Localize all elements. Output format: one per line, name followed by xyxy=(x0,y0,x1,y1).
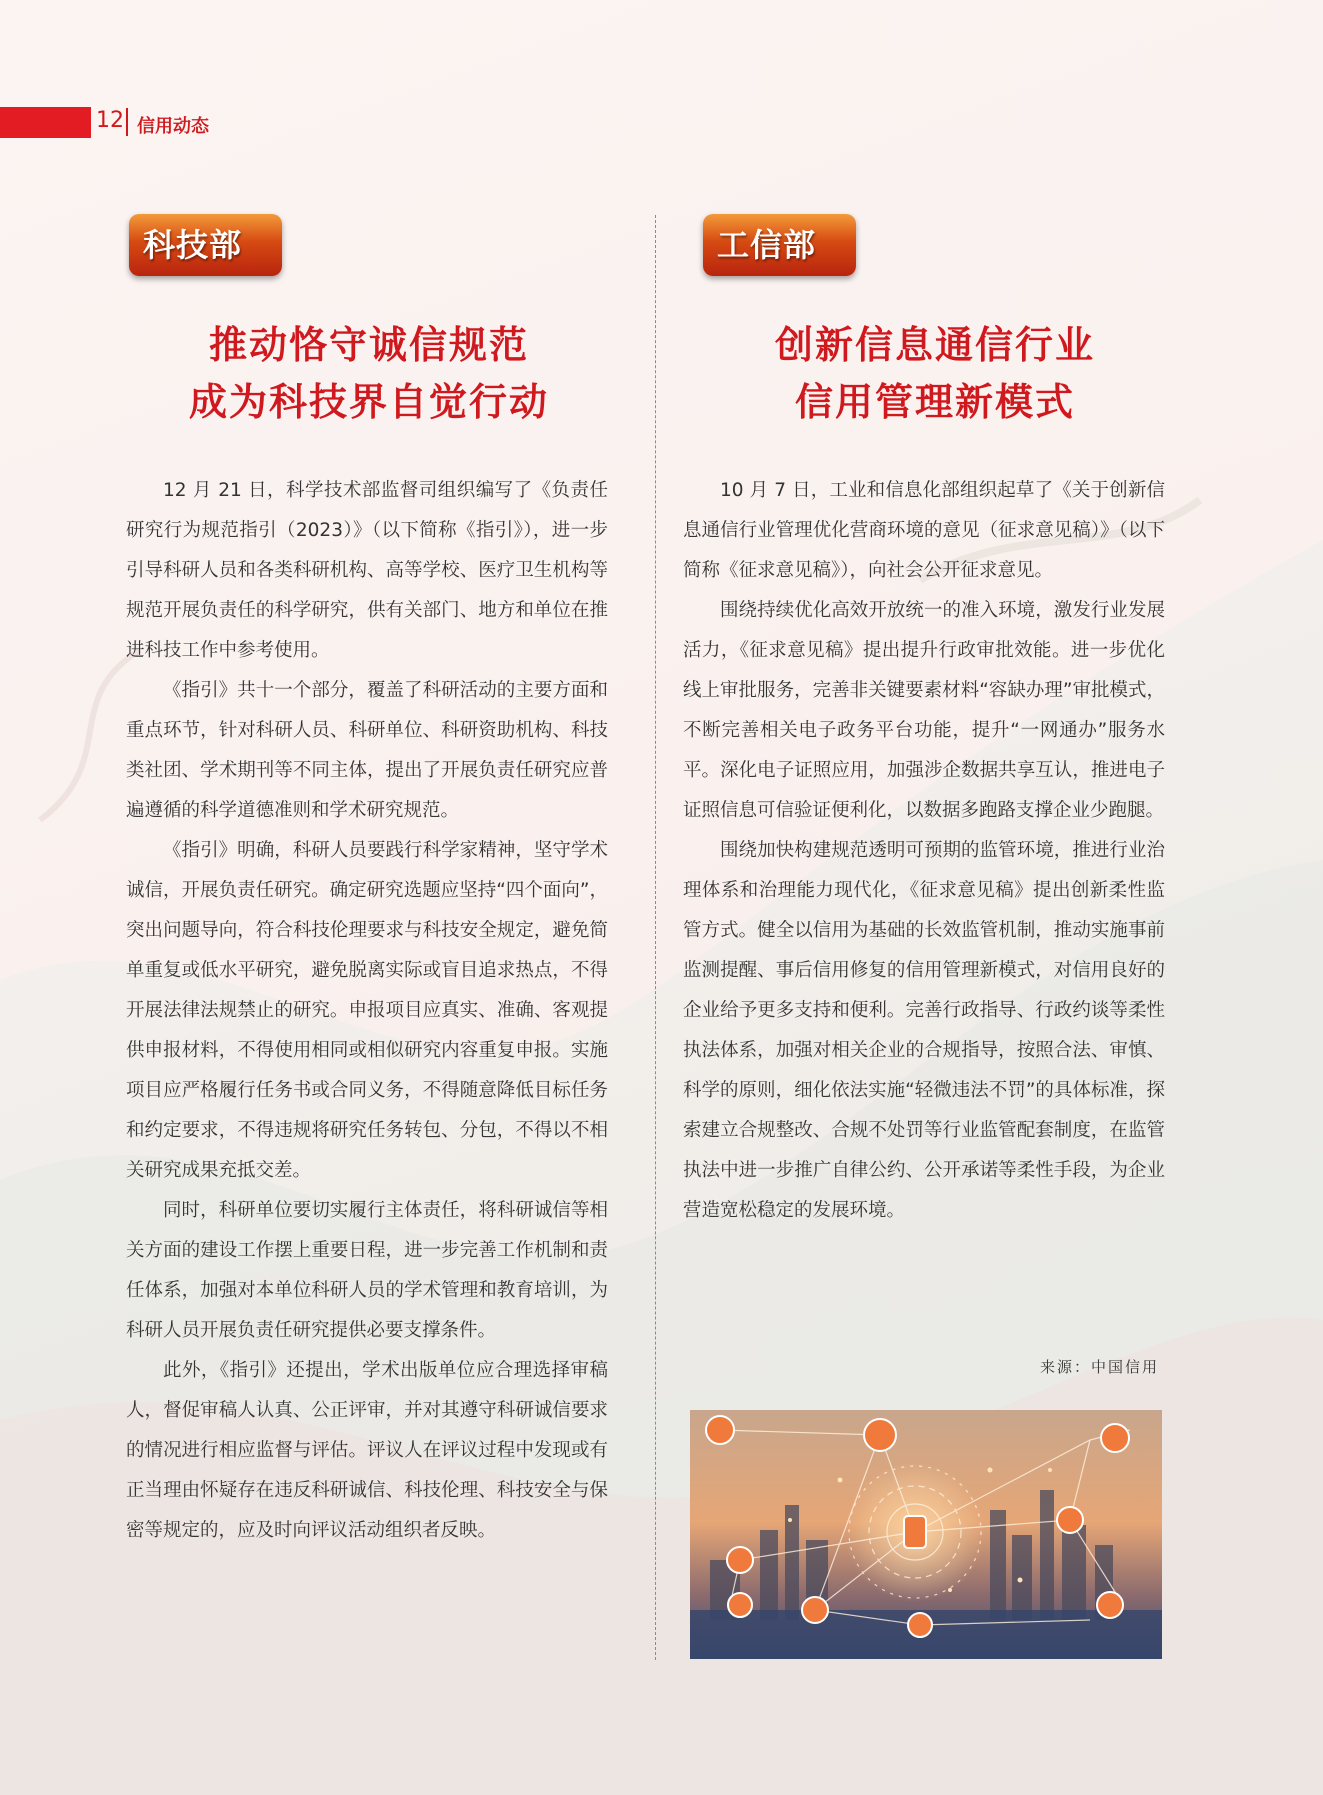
article-title-left xyxy=(124,316,614,430)
article-title-right xyxy=(690,316,1180,430)
source-credit: 来源：中国信用 xyxy=(1040,1358,1160,1376)
title-line: 信用管理新模式 xyxy=(794,379,1075,424)
title-line: 成为科技界自觉行动 xyxy=(188,379,549,424)
title-line: 推动恪守诚信规范 xyxy=(208,322,529,367)
paragraph: 同时，科研单位要切实履行主体责任，将科研诚信等相关方面的建设工作摆上重要日程，进一步完善工作机制和责任体系，加强对本单位科研人员的学术管理和教育培训，为科研人员开展负责任研究提供必要支撑条件。 xyxy=(126,1200,608,1341)
title-line: 创新信息通信行业 xyxy=(774,322,1095,367)
column-divider xyxy=(655,215,656,1660)
section-name: 信用动态 xyxy=(137,116,209,137)
paragraph: 10 月 7 日，工业和信息化部组织起草了《关于创新信息通信行业管理优化营商环境的意见（征求意见稿）》（以下简称《征求意见稿》），向社会公开征求意见。 xyxy=(683,480,1165,581)
paragraph: 围绕持续优化高效开放统一的准入环境，激发行业发展活力，《征求意见稿》提出提升行政审批效能。进一步优化线上审批服务，完善非关键要素材料“容缺办理”审批模式，不断完善相关电子政务平台功能，提升“一网通办”服务水平。深化电子证照应用，加强涉企数据共享互认，推进电子证照信息可信验证便利化，以数据多跑路支撑企业少跑腿。 xyxy=(683,600,1165,821)
paragraph: 《指引》共十一个部分，覆盖了科研活动的主要方面和重点环节，针对科研人员、科研单位、科研资助机构、科技类社团、学术期刊等不同主体，提出了开展负责任研究应普遍遵循的科学道德准则和学术研究规范。 xyxy=(126,680,608,821)
paragraph: 12 月 21 日，科学技术部监督司组织编写了《负责任研究行为规范指引（2023）》（以下简称《指引》），进一步引导科研人员和各类科研机构、高等学校、医疗卫生机构等规范开展负责任的科学研究，供有关部门、地方和单位在推进科技工作中参考使用。 xyxy=(126,480,608,661)
page-number: 12 xyxy=(96,108,124,133)
header-accent-bar xyxy=(0,107,91,138)
smart-city-photo xyxy=(690,1410,1162,1659)
paragraph: 《指引》明确，科研人员要践行科学家精神，坚守学术诚信，开展负责任研究。确定研究选题应坚持“四个面向”，突出问题导向，符合科技伦理要求与科技安全规定，避免简单重复或低水平研究，避免脱离实际或盲目追求热点，不得开展法律法规禁止的研究。申报项目应真实、准确、客观提供申报材料，不得使用相同或相似研究内容重复申报。实施项目应严格履行任务书或合同义务，不得随意降低目标任务和约定要求，不得违规将研究任务转包、分包，不得以不相关研究成果充抵交差。 xyxy=(126,840,608,1181)
department-badge-left: 科技部 xyxy=(129,214,282,276)
paragraph: 围绕加快构建规范透明可预期的监管环境，推进行业治理体系和治理能力现代化，《征求意见稿》提出创新柔性监管方式。健全以信用为基础的长效监管机制，推动实施事前监测提醒、事后信用修复的信用管理新模式，对信用良好的企业给予更多支持和便利。完善行政指导、行政约谈等柔性执法体系，加强对相关企业的合规指导，按照合法、审慎、科学的原则，细化依法实施“轻微违法不罚”的具体标准，探索建立合规整改、合规不处罚等行业监管配套制度，在监管执法中进一步推广自律公约、公开承诺等柔性手段，为企业营造宽松稳定的发展环境。 xyxy=(683,840,1165,1221)
header-separator xyxy=(126,108,128,136)
article-body-right xyxy=(683,471,1165,1231)
article-body-left xyxy=(126,471,608,1551)
department-badge-right: 工信部 xyxy=(703,214,856,276)
paragraph: 此外，《指引》还提出，学术出版单位应合理选择审稿人，督促审稿人认真、公正评审，并对其遵守科研诚信要求的情况进行相应监督与评估。评议人在评议过程中发现或有正当理由怀疑存在违反科研诚信、科技伦理、科技安全与保密等规定的，应及时向评议活动组织者反映。 xyxy=(126,1360,608,1541)
